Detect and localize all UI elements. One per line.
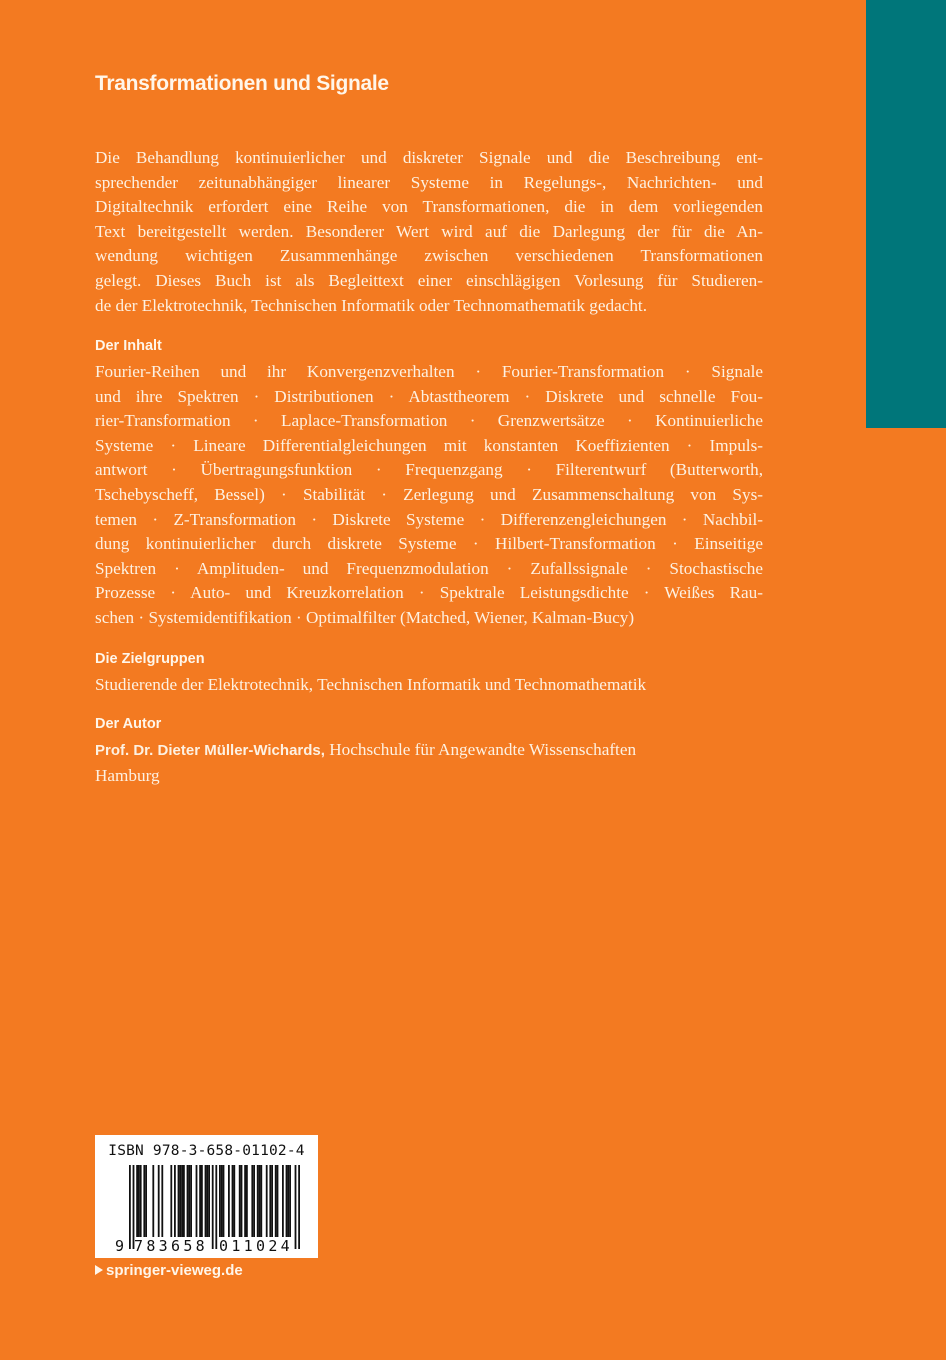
barcode-bar <box>212 1165 214 1249</box>
zielgruppen-text: Studierende der Elektrotechnik, Technischen Informatik und Technomathematik <box>95 675 647 694</box>
barcode-bar <box>228 1165 230 1237</box>
barcode-bar <box>277 1165 279 1237</box>
inhalt-paragraph <box>95 360 763 631</box>
barcode-bar <box>206 1165 208 1237</box>
text-line: de der Elektrotechnik, Technischen Informatik oder Technomathematik gedacht. <box>95 295 648 315</box>
barcode-bar <box>140 1165 142 1237</box>
text-line: und ihre Spektren · Distributionen · Abtasttheorem · Diskrete und schnelle Fou- <box>95 386 763 406</box>
barcode-bar <box>287 1165 289 1237</box>
barcode-bar <box>246 1165 248 1237</box>
barcode-bar <box>138 1165 140 1237</box>
barcode-bar <box>181 1165 183 1237</box>
text-line: temen · Z-Transformation · Diskrete Systeme · Differenzengleichungen · Nachbil- <box>95 509 763 529</box>
arrow-right-icon <box>95 1265 103 1275</box>
text-line: rier-Transformation · Laplace-Transformation · Grenzwertsätze · Kontinuierliche <box>95 411 763 431</box>
barcode-bar <box>205 1165 207 1237</box>
text-line: Fourier-Reihen und ihr Konvergenzverhalten · Fourier-Transformation · Signale <box>95 362 763 381</box>
barcode-bar <box>199 1165 201 1237</box>
text-line: Digitaltechnik erfordert eine Reihe von Transformationen, die in dem vorliegenden <box>95 197 763 217</box>
back-cover-title: Transformationen und Signale <box>95 72 389 95</box>
barcode-bar <box>282 1165 284 1237</box>
barcode-bar <box>271 1165 273 1237</box>
inhalt-heading: Der Inhalt <box>95 338 162 354</box>
isbn-text: ISBN 978-3-658-01102-4 <box>108 1143 305 1159</box>
autor-heading: Der Autor <box>95 716 162 732</box>
text-line: sprechender zeitunabhängiger linearer Systeme in Regelungs-, Nachrichten- und <box>95 172 763 192</box>
zielgruppen-heading: Die Zielgruppen <box>95 651 205 667</box>
barcode-bar <box>219 1165 221 1237</box>
barcode-bar <box>286 1165 288 1237</box>
barcode-bar <box>145 1165 147 1237</box>
barcode-bar <box>178 1165 180 1237</box>
barcode-bar <box>215 1165 217 1249</box>
autor-affiliation: Hochschule für Angewandte Wissenschaften <box>324 740 637 759</box>
text-line: dung kontinuierlicher durch diskrete Systeme · Hilbert-Transformation · Einseitige <box>95 534 763 554</box>
barcode-bar <box>239 1165 241 1237</box>
barcode-bar <box>266 1165 268 1237</box>
barcode-bar <box>129 1165 131 1249</box>
barcode-bar <box>201 1165 203 1237</box>
text-line: schen · Systemidentifikation · Optimalfilter (Matched, Wiener, Kalman-Bucy) <box>95 607 635 627</box>
barcode-bar <box>183 1165 185 1237</box>
intro-paragraph <box>95 146 763 318</box>
barcode-bar <box>295 1165 297 1249</box>
barcode-bar <box>170 1165 172 1237</box>
barcode-bar <box>259 1165 261 1237</box>
barcode-digits: 9 <box>115 1237 125 1255</box>
text-line: Prozesse · Auto- und Kreuzkorrelation · Spektrale Leistungsdichte · Weißes Rau- <box>95 583 763 603</box>
barcode-bar <box>251 1165 253 1237</box>
autor-text <box>95 738 636 788</box>
isbn-barcode <box>95 1135 318 1258</box>
barcode-digits: 011024 <box>219 1237 293 1255</box>
barcode-bar <box>188 1165 190 1237</box>
text-line: Die Behandlung kontinuierlicher und diskreter Signale und die Beschreibung ent- <box>95 148 763 167</box>
barcode-bar <box>253 1165 255 1237</box>
barcode-bars <box>95 1135 318 1258</box>
barcode-bar <box>136 1165 138 1237</box>
text-line: wendung wichtigen Zusammenhänge zwischen verschiedenen Transformationen <box>95 246 763 266</box>
publisher-link-text[interactable]: springer-vieweg.de <box>106 1262 243 1279</box>
barcode-bar <box>221 1165 223 1237</box>
text-line: Spektren · Amplituden- und Frequenzmodulation · Zufallssignale · Stochastische <box>95 558 763 578</box>
text-line: antwort · Übertragungsfunktion · Frequenzgang · Filterentwurf (Butterworth, <box>95 460 763 480</box>
barcode-bar <box>232 1165 234 1237</box>
barcode-bar <box>152 1165 154 1237</box>
text-line: Text bereitgestellt werden. Besonderer Wert wird auf die Darlegung der für die An- <box>95 221 763 241</box>
text-line: Tschebyscheff, Bessel) · Stabilität · Zerlegung und Zusammenschaltung von Sys- <box>95 484 763 504</box>
publisher-link[interactable] <box>95 1262 243 1279</box>
text-line: Systeme · Lineare Differentialgleichungen mit konstanten Koeffizienten · Impuls- <box>95 435 763 455</box>
barcode-bar <box>260 1165 262 1237</box>
autor-name: Prof. Dr. Dieter Müller-Wichards, <box>95 742 325 759</box>
barcode-bar <box>143 1165 145 1237</box>
barcode-bar <box>179 1165 181 1237</box>
barcode-bar <box>190 1165 192 1237</box>
barcode-bar <box>275 1165 277 1237</box>
barcode-digits: 783658 <box>134 1237 208 1255</box>
barcode-bar <box>298 1165 300 1249</box>
barcode-bar <box>187 1165 189 1237</box>
autor-city: Hamburg <box>95 765 160 785</box>
barcode-bar <box>208 1165 210 1237</box>
barcode-bar <box>257 1165 259 1237</box>
barcode-bar <box>174 1165 176 1237</box>
accent-bar <box>866 0 946 428</box>
barcode-bar <box>196 1165 198 1237</box>
barcode-bar <box>158 1165 160 1237</box>
text-line: gelegt. Dieses Buch ist als Begleittext einer einschlägigen Vorlesung für Studieren- <box>95 270 763 290</box>
barcode-bar <box>269 1165 271 1237</box>
barcode-bar <box>241 1165 243 1237</box>
barcode-bar <box>244 1165 246 1237</box>
barcode-bar <box>233 1165 235 1237</box>
barcode-bar <box>289 1165 291 1237</box>
barcode-bar <box>161 1165 163 1237</box>
barcode-bar <box>223 1165 225 1237</box>
